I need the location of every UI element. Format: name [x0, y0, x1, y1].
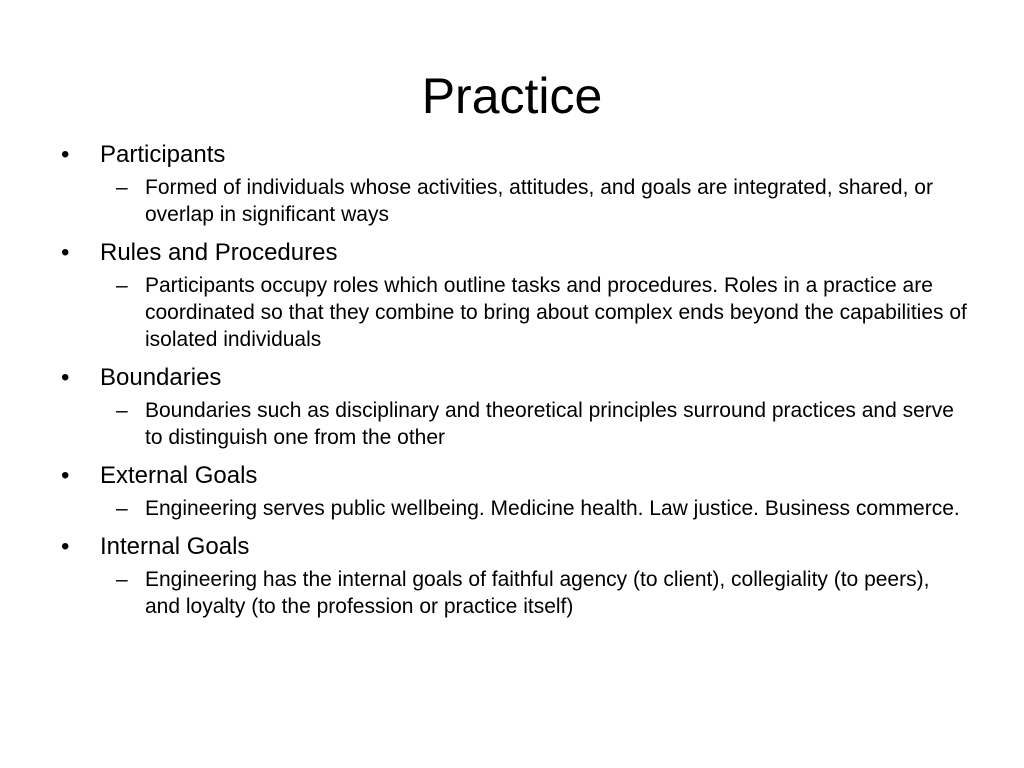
bullet-rules-and-procedures — [57, 237, 969, 353]
bullet-icon: • — [61, 364, 70, 391]
sub-bullet — [100, 495, 969, 522]
dash-icon: – — [116, 274, 128, 297]
sub-bullet-text: Engineering has the internal goals of faithful agency (to client), collegiality (to peers), and loyalty (to the profession or practice itself) — [145, 568, 930, 618]
bullet-participants — [57, 139, 969, 228]
bullet-icon: • — [61, 533, 70, 560]
sub-bullet-text: Participants occupy roles which outline tasks and procedures. Roles in a practice are coordinated so that they combine to bring about complex ends beyond the capabilities of isolated individuals — [145, 274, 967, 351]
bullet-icon: • — [61, 462, 70, 489]
bullet-boundaries — [57, 362, 969, 451]
bullet-label: Participants — [100, 141, 226, 168]
dash-icon: – — [116, 497, 128, 520]
sub-bullet — [100, 566, 969, 620]
sub-bullet — [100, 174, 969, 228]
bullet-icon: • — [61, 239, 70, 266]
sub-bullet-text: Formed of individuals whose activities, attitudes, and goals are integrated, shared, or overlap in significant ways — [145, 176, 933, 226]
bullet-internal-goals — [57, 531, 969, 620]
bullet-label: Internal Goals — [100, 533, 250, 560]
slide-body — [57, 139, 969, 629]
dash-icon: – — [116, 176, 128, 199]
bullet-label: Rules and Procedures — [100, 239, 338, 266]
bullet-icon: • — [61, 141, 70, 168]
slide-title: Practice — [421, 68, 603, 124]
sub-bullet-text: Engineering serves public wellbeing. Medicine health. Law justice. Business commerce. — [145, 497, 960, 520]
bullet-external-goals — [57, 460, 969, 522]
sub-bullet — [100, 397, 969, 451]
bullet-label: External Goals — [100, 462, 258, 489]
dash-icon: – — [116, 568, 128, 591]
dash-icon: – — [116, 399, 128, 422]
bullet-label: Boundaries — [100, 364, 222, 391]
sub-bullet-text: Boundaries such as disciplinary and theoretical principles surround practices and serve to distinguish one from the other — [145, 399, 954, 449]
sub-bullet — [100, 272, 969, 353]
